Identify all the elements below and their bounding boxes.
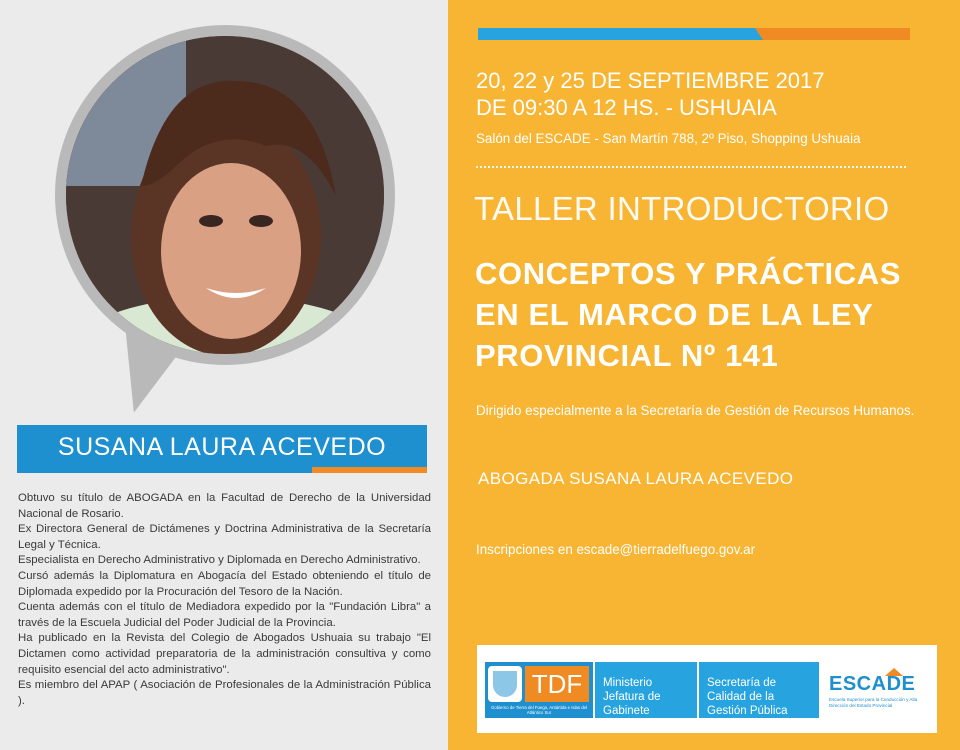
speaker-name: SUSANA LAURA ACEVEDO <box>57 433 387 461</box>
header-bar-blue <box>478 28 763 40</box>
escade-logo <box>827 662 931 718</box>
bio-paragraph: Cursó además la Diplomatura en Abogacía del Estado obteniendo el título de Diplomada expedido por la Procuración del Tesoro de la Nación. <box>18 569 431 598</box>
tdf-logo <box>485 662 593 718</box>
bio-paragraph: Es miembro del APAP ( Asociación de Profesionales de la Administración Pública ). <box>18 679 431 707</box>
header-bar-orange <box>755 28 910 40</box>
speaker-bio <box>18 491 431 709</box>
dates-line: 20, 22 y 25 DE SEPTIEMBRE 2017 <box>476 68 825 93</box>
banner-stripe <box>17 467 427 473</box>
secretaria-label: Secretaría de Calidad de la Gestión Pública <box>707 677 788 717</box>
province-shield-icon <box>488 666 522 702</box>
event-venue: Salón del ESCADE - San Martín 788, 2º Piso, Shopping Ushuaia <box>476 131 861 146</box>
event-title <box>475 253 901 376</box>
escade-subtitle: Escuela Superior para la Conducción y Alta Dirección del Estado Provincial <box>829 697 918 708</box>
escade-wordmark: ESCADE <box>829 673 916 695</box>
ministerio-logo <box>595 662 697 718</box>
tdf-wordmark: TDF <box>525 666 589 702</box>
title-line: EN EL MARCO DE LA LEY <box>475 297 874 332</box>
event-type: TALLER INTRODUCTORIO <box>474 190 890 227</box>
title-line: PROVINCIAL Nº 141 <box>475 338 779 373</box>
bio-paragraph: Cuenta además con el título de Mediadora expedido por la "Fundación Libra" a través de la Escuela Judicial del Poder Judicial de la Provincia. <box>18 601 431 629</box>
event-audience: Dirigido especialmente a la Secretaría de Gestión de Recursos Humanos. <box>476 403 915 418</box>
speaker-name-banner <box>17 425 427 467</box>
dotted-divider <box>476 166 906 168</box>
title-line: CONCEPTOS Y PRÁCTICAS <box>475 256 902 291</box>
registration-email[interactable]: Inscripciones en escade@tierradelfuego.gov.ar <box>476 542 756 557</box>
ministerio-label: Ministerio Jefatura de Gabinete <box>603 677 661 717</box>
bio-paragraph: Especialista en Derecho Administrativo y Diplomada en Derecho Administrativo. <box>18 554 421 567</box>
sponsor-logos <box>477 645 937 733</box>
bio-paragraph: Ha publicado en la Revista del Colegio de Abogados Ushuaia su trabajo "El Dictamen como actividad preparatoria de la administración consultiva y como requisito esencial del acto administrativo". <box>18 632 431 676</box>
speaker-portrait <box>66 36 384 354</box>
event-presenter: ABOGADA SUSANA LAURA ACEVEDO <box>478 469 794 488</box>
event-dates <box>476 67 825 121</box>
bio-paragraph: Ex Directora General de Dictámenes y Doctrina Administrativa de la Secretaría Legal y Técnica. <box>18 523 431 551</box>
time-line: DE 09:30 A 12 HS. - USHUAIA <box>476 95 777 120</box>
header-color-bar <box>478 28 910 40</box>
bio-paragraph: Obtuvo su título de ABOGADA en la Facultad de Derecho de la Universidad Nacional de Rosario. <box>18 492 431 520</box>
secretaria-logo <box>699 662 819 718</box>
tdf-subtitle: Gobierno de Tierra del Fuego, Antártida e Islas del Atlántico Sur <box>490 705 588 715</box>
